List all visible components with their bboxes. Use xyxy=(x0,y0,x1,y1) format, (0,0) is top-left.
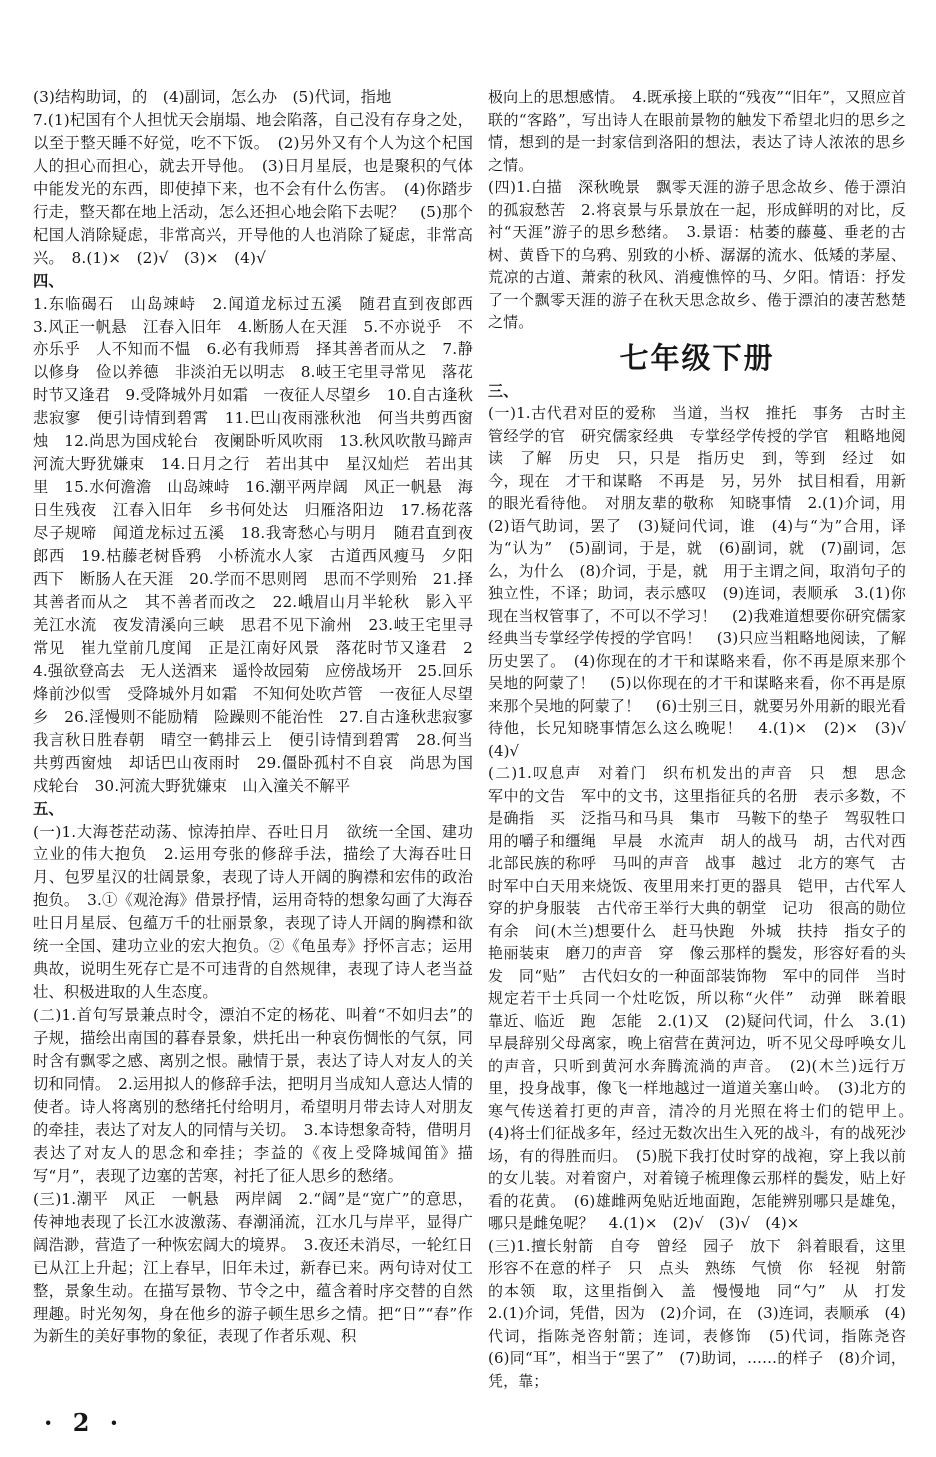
grade-heading: 七年级下册 xyxy=(619,340,775,375)
section-heading-four: 四、 xyxy=(33,271,64,290)
right-block-1: 极向上的思想感情。 4.既承接上联的“残夜”“旧年”，又照应首联的“客路”，写出诗人在眼前景物的触发下希望北归的思乡之情，想到的是一封家信到洛阳的想法，表达了诗人浓浓的思乡之情。 xyxy=(488,88,906,174)
section-heading-three: 三、 xyxy=(488,381,519,400)
right-block-2: (四)1.白描 深秋晚景 飘零天涯的游子思念故乡、倦于漂泊的孤寂愁苦 2.将哀景与乐景放在一起，形成鲜明的对比，反衬“天涯”游子的思乡愁绪。 3.景语：枯萎的藤蔓、垂老的古树、黄昏下的乌鸦、别致的小桥、潺潺的流水、低矮的茅屋、荒凉的古道、萧索的秋风、消瘦憔悴的马、夕阳。情语：抒发了一个飘零天涯的游子在秋天思念故乡、倦于漂泊的凄苦愁楚之情。 xyxy=(488,178,906,331)
left-block-6: (二)1.首句写景兼点时令，漂泊不定的杨花、叫着“不如归去”的子规，描绘出南国的暮春景象，烘托出一种哀伤惆怅的气氛，同时含有飘零之感、离别之恨。融情于景，表达了诗人对友人的关切和同情。 2.运用拟人的修辞手法，把明月当成知人意达人情的使者。诗人将离别的愁绪托付给明月，希望明月带去诗人对朋友的牵挂，表达了对友人的同情与关切。 3.本诗想象奇特，借明月表达了对友人的思念和牵挂；李益的《夜上受降城闻笛》描写“月”，表现了边塞的苦寒，衬托了征人思乡的愁绪。 xyxy=(33,1006,473,1185)
left-block-1: (3)结构助词，的 (4)副词，怎么办 (5)代词，指地 7.(1)杞国有个人担忧天会崩塌、地会陷落，自己没有存身之处，以至于整天睡不好觉，吃不下饭。 (2)另外又有个人为这个杞国人的担心而担心，就去开导他。 (3)日月星辰，也是聚积的气体中能发光的东西，即使掉下来，也不会有什么伤害。 (4)你踏步行走，整天都在地上活动，怎么还担心地会陷下去呢？ (5)那个杞国人消除疑虑，非常高兴，开导他的人也消除了疑虑，非常高兴。 8.(1)× (2)√ (3)× (4)√ xyxy=(33,88,473,267)
left-block-5: (一)1.大海苍茫动荡、惊涛拍岸、吞吐日月 欲统一全国、建功立业的伟大抱负 2.运用夸张的修辞手法，描绘了大海吞吐日月、包罗星汉的壮阔景象，表现了诗人开阔的胸襟和宏伟的政治抱负。 3.①《观沧海》借景抒情，运用奇特的想象勾画了大海吞吐日月星辰、包蕴万千的壮丽景象，表现了诗人开阔的胸襟和欲统一全国、建功立业的宏大抱负。②《龟虽寿》抒怀言志；运用典故，说明生死存亡是不可违背的自然规律，表现了诗人老当益壮、积极进取的人生态度。 xyxy=(33,822,473,1002)
left-block-7: (三)1.潮平 风正 一帆悬 两岸阔 2.“阔”是“宽广”的意思，传神地表现了长江水波激荡、春潮涌流，江水几与岸平，显得广阔浩渺，营造了一种恢宏阔大的境界。 3.夜还未消尽，一轮红日已从江上升起；江上春早，旧年未过，新春已来。两句诗对仗工整，景象生动。在描写景物、节令之中，蕴含着时序交替的自然理趣。时光匆匆，身在他乡的游子顿生思乡之情。把“日”“春”作为新生的美好事物的象征，表现了作者乐观、积 xyxy=(33,1189,473,1346)
section-heading-five: 五、 xyxy=(33,799,64,818)
left-column xyxy=(33,86,489,1348)
right-column xyxy=(488,86,922,1392)
right-block-5: (二)1.叹息声 对着门 织布机发出的声音 只 想 思念 军中的文告 军中的文书，这里指征兵的名册 表示多数，不是确指 买 泛指马和马具 集市 马鞍下的垫子 驾驭牲口用的嚼子和缰绳 早晨 水流声 胡人的战马 胡，古代对西北部民族的称呼 马叫的声音 战事 越过 北方的寒气 古时军中白天用来烧饭、夜里用来打更的器具 铠甲，古代军人穿的护身服装 古代帝王举行大典的朝堂 记功 很高的勋位 有余 问(木兰)想要什么 赶马快跑 外城 扶持 指女子的艳丽装束 磨刀的声音 穿 像云那样的鬓发，形容好看的头发 同“贴” 古代妇女的一种面部装饰物 军中的同伴 当时规定若干士兵同一个灶吃饭，所以称“火伴” 动弹 眯着眼 靠近、临近 跑 怎能 2.(1)又 (2)疑问代词，什么 3.(1)早晨辞别父母离家，晚上宿营在黄河边，听不见父母呼唤女儿的声音，只听到黄河水奔腾流淌的声音。 (2)(木兰)远行万里，投身战事，像飞一样地越过一道道关塞山岭。 (3)北方的寒气传送着打更的声音，清冷的月光照在将士们的铠甲上。 (4)将士们征战多年，经过无数次出生入死的战斗，有的战死沙场，有的得胜而归。 (5)脱下我打仗时穿的战袍，穿上我以前的女儿装。对着窗户，对着镜子梳理像云那样的鬓发，贴上好看的花黄。 (6)雄雌两兔贴近地面跑，怎能辨别哪只是雄兔，哪只是雌兔呢？ 4.(1)× (2)√ (3)√ (4)× xyxy=(488,764,922,1232)
page-number: · 2 · xyxy=(44,1408,125,1437)
right-block-6: (三)1.擅长射箭 自夸 曾经 园子 放下 斜着眼看，这里形容不在意的样子 只 点头 熟练 气愤 你 轻视 射箭的本领 取，这里指倒入 盖 慢慢地 同“勺” 从 打发 2.(1)介词，凭借，因为 (2)介词，在 (3)连词，表顺承 (4)代词，指陈尧咨射箭；连词，表修饰 (5)代词，指陈尧咨 (6)同“耳”，相当于“罢了” (7)助词，……的样子 (8)介词，凭，靠； xyxy=(488,1236,922,1390)
left-block-3: 1.东临碣石 山岛竦峙 2.闻道龙标过五溪 随君直到夜郎西 3.风正一帆悬 江春入旧年 4.断肠人在天涯 5.不亦说乎 不亦乐乎 人不知而不愠 6.必有我师焉 择其善者而从之 7.静以修身 俭以养德 非淡泊无以明志 8.岐王宅里寻常见 落花时节又逢君 9.受降城外月如霜 一夜征人尽望乡 10.自古逢秋悲寂寥 便引诗情到碧霄 11.巴山夜雨涨秋池 何当共剪西窗烛 12.尚思为国戍轮台 夜阑卧听风吹雨 13.秋风吹散马蹄声 河流大野犹嫌束 14.日月之行 若出其中 星汉灿烂 若出其里 15.水何澹澹 山岛竦峙 16.潮平两岸阔 风正一帆悬 海日生残夜 江春入旧年 乡书何处达 归雁洛阳边 17.杨花落尽子规啼 闻道龙标过五溪 18.我寄愁心与明月 随君直到夜郎西 19.枯藤老树昏鸦 小桥流水人家 古道西风瘦马 夕阳西下 断肠人在天涯 20.学而不思则罔 思而不学则殆 21.择其善者而从之 其不善者而改之 22.峨眉山月半轮秋 影入平羌江水流 夜发清溪向三峡 思君不见下渝州 23.岐王宅里寻常见 崔九堂前几度闻 正是江南好风景 落花时节又逢君 24.强欲登高去 无人送酒来 遥怜故园菊 应傍战场开 25.回乐烽前沙似雪 受降城外月如霜 不知何处吹芦管 一夜征人尽望乡 26.淫慢则不能励精 险躁则不能治性 27.自古逢秋悲寂寥 我言秋日胜春朝 晴空一鹤排云上 便引诗情到碧霄 28.何当共剪西窗烛 却话巴山夜雨时 29.僵卧孤村不自哀 尚思为国戍轮台 30.河流大野犹嫌束 山入潼关不解平 xyxy=(33,294,489,795)
right-block-4: (一)1.古代君对臣的爱称 当道，当权 推托 事务 古时主管经学的官 研究儒家经典 专掌经学传授的学官 粗略地阅读 了解 历史 只，只是 指历史 到，等到 经过 如今，现在 才干和谋略 不再是 另，另外 拭目相看，用新的眼光看待他。 对朋友辈的敬称 知晓事情 2.(1)介词，用 (2)语气助词，罢了 (3)疑问代词，谁 (4)与“为”合用，译为“认为” (5)副词，于是，就 (6)副词，就 (7)副词，怎么，为什么 (8)介词，于是，就 用于主谓之间，取消句子的独立性，不译；助词，表示感叹 (9)连词，表顺承 3.(1)你现在当权管事了，不可以不学习！ (2)我难道想要你研究儒家经典当专掌经学传授的学官吗！ (3)只应当粗略地阅读，了解历史罢了。 (4)你现在的才干和谋略来看，你不再是原来那个吴地的阿蒙了！ (5)以你现在的才干和谋略来看，你不再是原来那个吴地的阿蒙了！ (6)士别三日，就要另外用新的眼光看待他，长兄知晓事情怎么这么晚呢！ 4.(1)× (2)× (3)√ (4)√ xyxy=(488,404,922,760)
